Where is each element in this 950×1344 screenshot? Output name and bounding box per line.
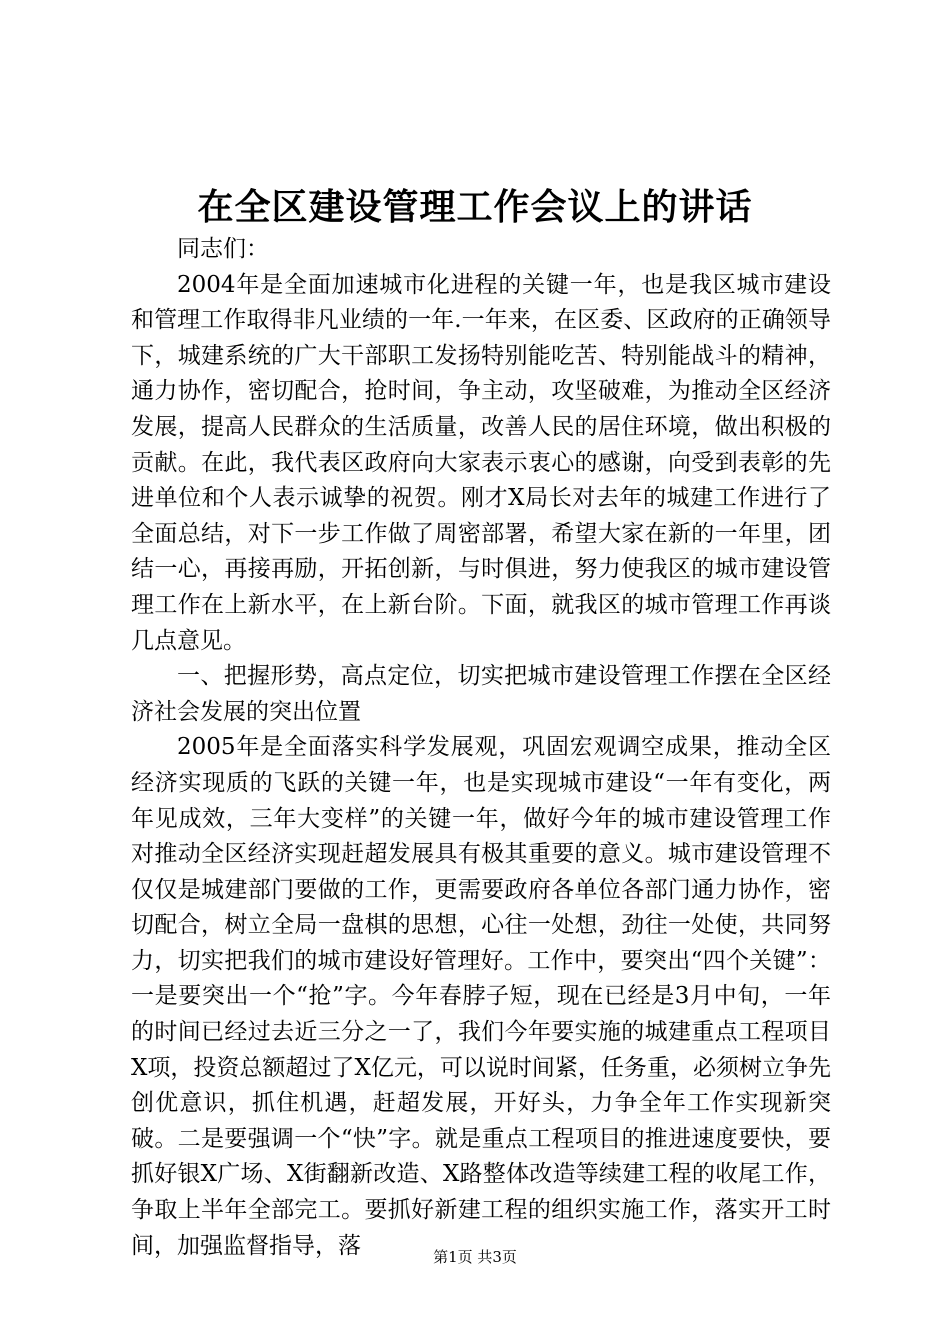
page-footer: 第1页 共3页 — [433, 1248, 517, 1266]
paragraph-section-1: 2005年是全面落实科学发展观，巩固宏观调空成果，推动全区经济实现质的飞跃的关键一年，也是实现城市建设“一年有变化，两年见成效，三年大变样”的关键一年，做好今年的城市建设管理工作对推动全区经济实现赶超发展具有极其重要的意义。城市建设管理不仅仅是城建部门要做的工作，更需要政府各单位各部门通力协作，密切配合，树立全局一盘棋的思想，心往一处想，劲往一处使，共同努力，切实把我们的城市建设好管理好。工作中，要突出“四个关键”：一是要突出一个“抢”字。今年春脖子短，现在已经是3月中旬，一年的时间已经过去近三分之一了，我们今年要实施的城建重点工程项目X项，投资总额超过了X亿元，可以说时间紧，任务重，必须树立争先创优意识，抓住机遇，赶超发展，开好头，力争全年工作实现新突破。二是要强调一个“快”字。就是重点工程项目的推进速度要快，要抓好银X广场、X街翻新改造、X路整体改造等续建工程的收尾工作，争取上半年全部完工。要抓好新建工程的组织实施工作，落实开工时间，加强监督指导，落 — [131, 734, 831, 1259]
paragraph-intro: 2004年是全面加速城市化进程的关键一年，也是我区城市建设和管理工作取得非凡业绩的一年.一年来，在区委、区政府的正确领导下，城建系统的广大干部职工发扬特别能吃苦、特别能战斗的精神，通力协作，密切配合，抢时间，争主动，攻坚破难，为推动全区经济发展，提高人民群众的生活质量，改善人民的居住环境，做出积极的贡献。在此，我代表区政府向大家表示衷心的感谢，向受到表彰的先进单位和个人表示诚挚的祝贺。刚才X局长对去年的城建工作进行了全面总结，对下一步工作做了周密部署，希望大家在新的一年里，团结一心，再接再励，开拓创新，与时俱进，努力使我区的城市建设管理工作在上新水平，在上新台阶。下面，就我区的城市管理工作再谈几点意见。 — [131, 271, 831, 654]
document-body — [131, 232, 831, 1264]
salutation: 同志们： — [177, 236, 269, 262]
document-title: 在全区建设管理工作会议上的讲话 — [197, 187, 753, 228]
section-heading-1: 一、把握形势，高点定位，切实把城市建设管理工作摆在全区经济社会发展的突出位置 — [131, 663, 831, 725]
